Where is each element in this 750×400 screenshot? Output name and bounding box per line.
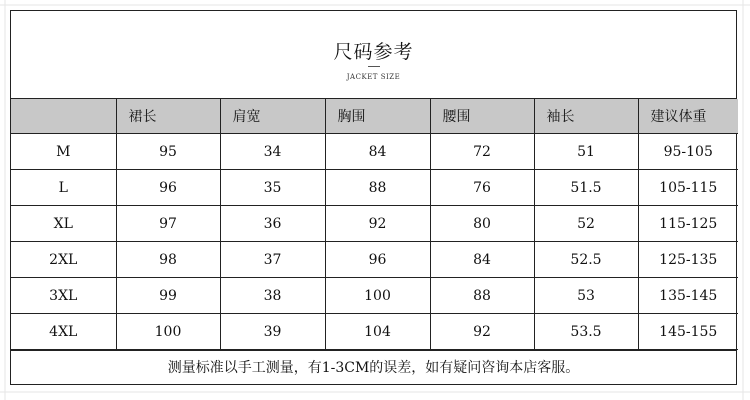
size-label: 2XL: [11, 242, 116, 278]
table-cell: 105-115: [638, 170, 738, 206]
header-cell-size: [11, 99, 116, 134]
table-cell: 51.5: [534, 170, 638, 206]
table-cell: 95-105: [638, 134, 738, 170]
table-cell: 92: [430, 314, 534, 350]
table-cell: 92: [325, 206, 430, 242]
table-cell: 38: [220, 278, 325, 314]
size-label: L: [11, 170, 116, 206]
table-cell: 88: [430, 278, 534, 314]
table-cell: 88: [325, 170, 430, 206]
table-cell: 37: [220, 242, 325, 278]
table-cell: 76: [430, 170, 534, 206]
table-cell: 115-125: [638, 206, 738, 242]
chart-subtitle: JACKET SIZE: [346, 73, 401, 81]
header-cell-waist: 腰围: [430, 99, 534, 134]
table-cell: 100: [325, 278, 430, 314]
table-cell: 52.5: [534, 242, 638, 278]
table-row: [11, 170, 738, 206]
table-cell: 95: [116, 134, 220, 170]
table-row: [11, 134, 738, 170]
size-table: [11, 99, 738, 350]
table-cell: 36: [220, 206, 325, 242]
table-cell: 96: [325, 242, 430, 278]
table-row: [11, 206, 738, 242]
header-cell-shoulder: 肩宽: [220, 99, 325, 134]
header-cell-weight: 建议体重: [638, 99, 738, 134]
table-cell: 97: [116, 206, 220, 242]
table-row: [11, 242, 738, 278]
table-cell: 125-135: [638, 242, 738, 278]
table-cell: 84: [430, 242, 534, 278]
measurement-note: 测量标准以手工测量，有1-3CM的误差，如有疑问咨询本店客服。: [11, 350, 736, 385]
table-row: [11, 278, 738, 314]
size-label: XL: [11, 206, 116, 242]
chart-header: [11, 11, 736, 99]
table-cell: 145-155: [638, 314, 738, 350]
size-label: 3XL: [11, 278, 116, 314]
table-cell: 100: [116, 314, 220, 350]
header-cell-bust: 胸围: [325, 99, 430, 134]
size-label: M: [11, 134, 116, 170]
table-cell: 39: [220, 314, 325, 350]
table-cell: 72: [430, 134, 534, 170]
table-cell: 98: [116, 242, 220, 278]
table-cell: 53.5: [534, 314, 638, 350]
table-cell: 99: [116, 278, 220, 314]
table-header-row: [11, 99, 738, 134]
size-label: 4XL: [11, 314, 116, 350]
header-cell-sleeve: 袖长: [534, 99, 638, 134]
header-cell-dress-length: 裙长: [116, 99, 220, 134]
table-cell: 53: [534, 278, 638, 314]
table-cell: 135-145: [638, 278, 738, 314]
table-cell: 51: [534, 134, 638, 170]
table-cell: 34: [220, 134, 325, 170]
table-cell: 84: [325, 134, 430, 170]
table-cell: 104: [325, 314, 430, 350]
table-cell: 52: [534, 206, 638, 242]
table-cell: 80: [430, 206, 534, 242]
table-row: [11, 314, 738, 350]
title-divider: [368, 66, 380, 67]
table-cell: 96: [116, 170, 220, 206]
size-chart: [10, 10, 737, 385]
table-cell: 35: [220, 170, 325, 206]
chart-title: 尺码参考: [333, 41, 414, 63]
